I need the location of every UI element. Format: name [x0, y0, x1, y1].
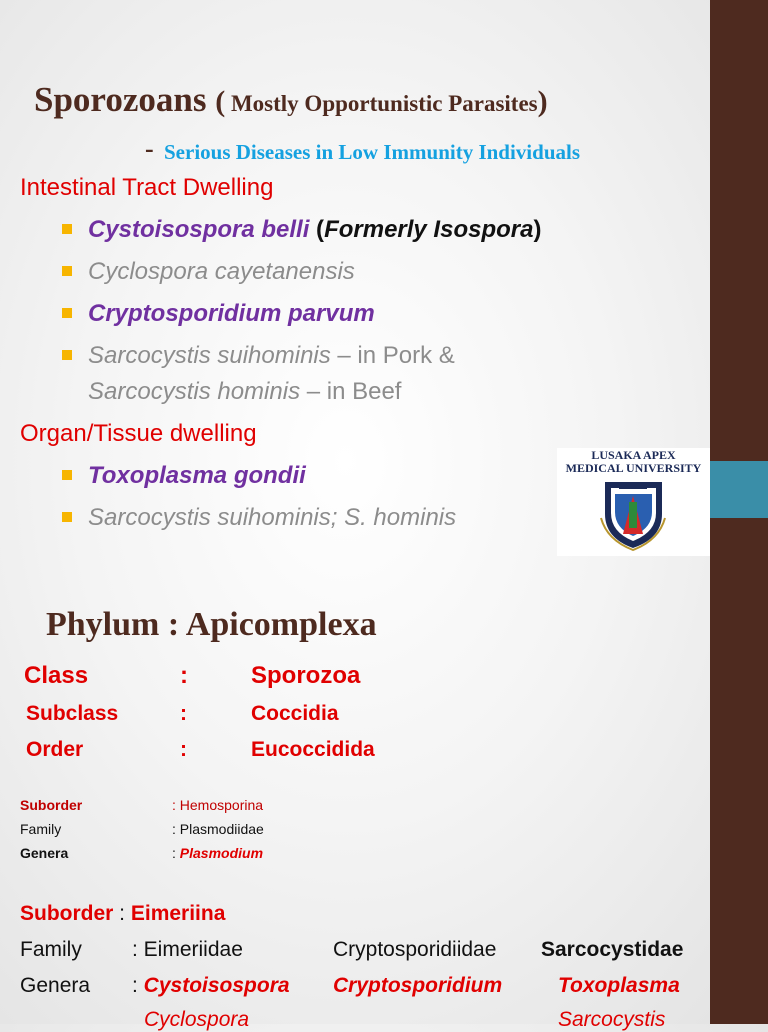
genera2-label: Genera	[20, 974, 91, 997]
bullet-icon	[62, 266, 72, 276]
university-logo	[557, 448, 710, 556]
order-value: Eucoccidida	[251, 738, 375, 761]
species-note: Formerly Isospora	[324, 216, 534, 243]
genera1-label: Genera	[20, 845, 69, 861]
family1-label: Family	[20, 821, 62, 837]
family-sarcocystidae: Sarcocystidae	[541, 938, 684, 961]
list-item: Cryptosporidium parvum	[88, 300, 375, 327]
genus-cyclospora: Cyclospora	[144, 1008, 250, 1031]
family1-value: : Plasmodiidae	[172, 821, 264, 837]
class-sep: :	[180, 662, 188, 689]
suborder1-value: : Hemosporina	[172, 797, 264, 813]
title-close-paren: )	[537, 85, 548, 118]
bullet-icon	[62, 350, 72, 360]
suborder2-row	[20, 902, 225, 926]
organ-heading: Organ/Tissue dwelling	[20, 420, 257, 447]
order-label: Order	[26, 738, 84, 761]
species-note: – in Pork &	[330, 342, 455, 369]
phylum-heading: Phylum : Apicomplexa	[46, 606, 377, 643]
genus-sarcocystis: Sarcocystis	[558, 1008, 666, 1031]
class-label: Class	[24, 662, 89, 689]
suborder2-label: Suborder	[20, 902, 114, 925]
slide-title	[34, 80, 548, 120]
list-item-continued	[88, 378, 401, 406]
sep: :	[132, 974, 144, 997]
suborder1-label: Suborder	[20, 797, 83, 813]
sep: :	[113, 902, 131, 925]
paren: (	[309, 216, 325, 243]
subclass-value: Coccidia	[251, 702, 339, 725]
genus-toxoplasma: Toxoplasma	[558, 974, 680, 997]
genus-plasmodium: Plasmodium	[179, 845, 264, 861]
sep: :	[172, 845, 180, 861]
order-sep: :	[180, 738, 187, 761]
list-item	[88, 216, 541, 244]
teal-accent-tab	[710, 461, 768, 518]
species-note: – in Beef	[300, 378, 402, 405]
list-item: Toxoplasma gondii	[88, 462, 306, 489]
bullet-icon	[62, 512, 72, 522]
subtitle: Serious Diseases in Low Immunity Individuals	[164, 140, 581, 164]
subtitle-dash: -	[145, 134, 154, 163]
subclass-sep: :	[180, 702, 187, 725]
bullet-icon	[62, 470, 72, 480]
logo-line2: MEDICAL UNIVERSITY	[565, 461, 702, 475]
logo-line1: LUSAKA APEX	[591, 448, 676, 462]
genus-cystoisospora: Cystoisospora	[143, 974, 290, 997]
paren: )	[533, 216, 542, 243]
species-name: Sarcocystis hominis	[88, 378, 301, 405]
species-name: Sarcocystis suihominis	[88, 342, 331, 369]
list-item	[88, 342, 455, 370]
genus-cryptosporidium: Cryptosporidium	[333, 974, 503, 997]
title-parenthetical: Mostly Opportunistic Parasites	[225, 91, 538, 116]
intestinal-heading: Intestinal Tract Dwelling	[20, 174, 274, 201]
genera2-value	[132, 974, 290, 998]
title-open-paren: (	[215, 85, 226, 118]
suborder2-value: Eimeriina	[130, 902, 226, 925]
bullet-icon	[62, 224, 72, 234]
title-main: Sporozoans	[34, 80, 207, 119]
genera1-value	[172, 845, 263, 861]
bullet-icon	[62, 308, 72, 318]
crest-icon	[557, 448, 710, 556]
list-item: Sarcocystis suihominis; S. hominis	[88, 504, 457, 531]
species-name: Cystoisospora belli	[88, 216, 310, 243]
family2-label: Family	[20, 938, 82, 961]
family-cryptosporidiidae: Cryptosporidiidae	[333, 938, 497, 961]
subclass-label: Subclass	[26, 702, 119, 725]
family2-value: : Eimeriidae	[132, 938, 243, 961]
class-value: Sporozoa	[251, 662, 361, 689]
list-item: Cyclospora cayetanensis	[88, 258, 355, 285]
